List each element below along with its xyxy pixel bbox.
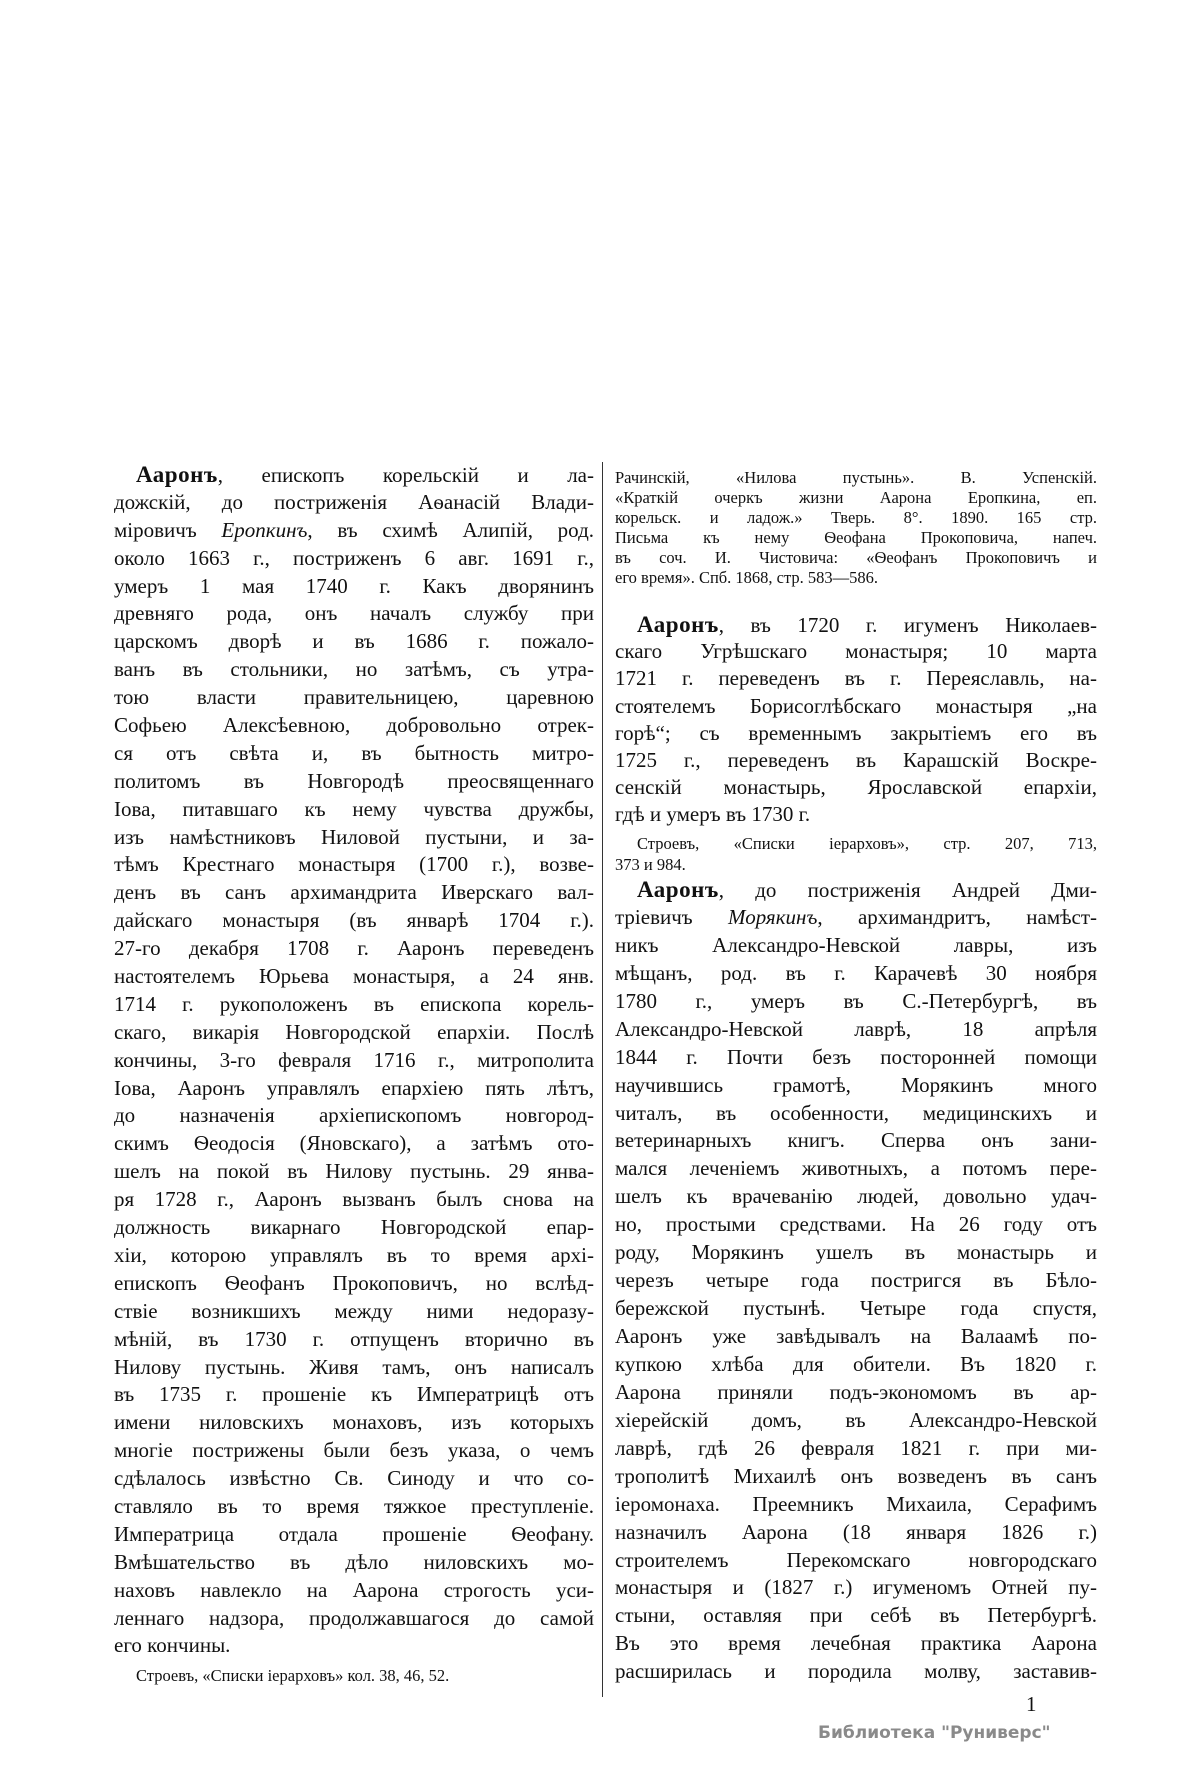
text-line: научившись грамотѣ, Морякинъ много [615, 1072, 1097, 1097]
text-line: ря 1728 г., Ааронъ вызванъ былъ снова на [114, 1187, 594, 1212]
text-line [615, 904, 1097, 932]
article-paragraph [114, 461, 594, 1660]
text-line: никъ Александро-Невской лавры, изъ [615, 932, 1097, 957]
reference-note [114, 1665, 594, 1687]
text-line: Александро-Невской лаврѣ, 18 апрѣля [615, 1016, 1097, 1041]
text-line: іеромонаха. Преемникъ Михаила, Серафимъ [615, 1491, 1097, 1516]
text-line: скимъ Ѳеодосія (Яновскаго), а затѣмъ ото- [114, 1131, 594, 1156]
text-segment: тріевичъ [615, 904, 729, 929]
text-line: въ соч. И. Чистовича: «Ѳеофанъ Прокоповичъ и [615, 548, 1097, 567]
text-line: Императрица отдала прошеніе Ѳеофану. [114, 1521, 594, 1546]
text-line: настоятелемъ Юрьева монастыря, а 24 янв. [114, 964, 594, 989]
text-line: Рачинскій, «Нилова пустынь». В. Успенскій. [615, 468, 1097, 487]
text-line: мѣній, въ 1730 г. отпущенъ вторично въ [114, 1326, 594, 1351]
text-line: но, простыми средствами. На 26 году отъ [615, 1212, 1097, 1237]
reference-note [615, 833, 1097, 875]
text-line: скаго Угрѣшскаго монастыря; 10 марта [615, 639, 1097, 664]
text-line: 1721 г. переведенъ въ г. Переяславль, на- [615, 666, 1097, 691]
text-line: ванъ въ стольники, но затѣмъ, съ утра- [114, 657, 594, 682]
text-line: тѣмъ Крестнаго монастыря (1700 г.), возве- [114, 852, 594, 877]
text-line: ся отъ свѣта и, въ бытность митро- [114, 740, 594, 765]
text-line: многіе пострижены были безъ указа, о чемъ [114, 1438, 594, 1463]
text-line: должность викарнаго Новгородской епар- [114, 1215, 594, 1240]
text-line: мѣщанъ, род. въ г. Карачевѣ 30 ноября [615, 960, 1097, 985]
text-line: гдѣ и умеръ въ 1730 г. [615, 802, 811, 827]
text-line [114, 461, 594, 489]
text-line: черезъ четыре года постригся въ Бѣло- [615, 1268, 1097, 1293]
text-line: ставляло въ то время тяжкое преступленіе. [114, 1493, 594, 1518]
text-line: царскомъ дворѣ и въ 1686 г. пожало- [114, 629, 594, 654]
reference-note [615, 468, 1097, 588]
text-line: денъ въ санъ архимандрита Иверскаго вал- [114, 880, 594, 905]
text-line: наховъ навлекло на Аарона строгость уси- [114, 1577, 594, 1602]
text-line: тою власти правительницею, царевною [114, 685, 594, 710]
text-line [615, 611, 1097, 638]
text-line: епископъ Ѳеофанъ Прокоповичъ, но вслѣд- [114, 1270, 594, 1295]
text-line: горѣ“; съ временнымъ закрытіемъ его въ [615, 720, 1097, 745]
text-line: дожскій, до постриженія Аѳанасій Влади- [114, 489, 594, 514]
text-line: Въ это время лечебная практика Аарона [615, 1631, 1097, 1656]
entry-headword: Ааронъ [136, 462, 218, 487]
text-line: монастыря и (1827 г.) игуменомъ Отней пу- [615, 1575, 1097, 1600]
text-line: около 1663 г., постриженъ 6 авг. 1691 г., [114, 545, 594, 570]
text-line: мался леченіемъ животныхъ, а потомъ пере- [615, 1156, 1097, 1181]
text-line: Строевъ, «Списки іерарховъ», стр. 207, 713, [637, 834, 1097, 853]
text-line: Письма къ нему Ѳеофана Прокоповича, напеч. [615, 528, 1097, 547]
text-line: его время». Спб. 1868, стр. 583—586. [615, 568, 879, 587]
article-paragraph [615, 611, 1097, 829]
entry-headword: Ааронъ [637, 612, 719, 637]
text-line: древняго рода, онъ началъ службу при [114, 601, 594, 626]
text-line: 373 и 984. [615, 855, 686, 874]
text-line: хіи, которою управлялъ въ то время архі- [114, 1242, 594, 1267]
text-line: ветеринарныхъ книгъ. Сперва онъ зани- [615, 1128, 1097, 1153]
text-line: Вмѣшательство въ дѣло ниловскихъ мо- [114, 1549, 594, 1574]
text-line: стыни, оставляя при себѣ въ Петербургѣ. [615, 1603, 1097, 1628]
text-line: сенскій монастырь, Ярославской епархіи, [615, 775, 1097, 800]
text-line: «Краткій очеркъ жизни Аарона Еропкина, еп. [615, 488, 1097, 507]
text-line: ствіе возникшихъ между ними недоразу- [114, 1298, 594, 1323]
text-line: Іова, Ааронъ управлялъ епархіею пять лѣтъ, [114, 1075, 594, 1100]
text-segment: , въ схимѣ Алипій, род. [307, 517, 595, 542]
text-line: имени ниловскихъ монаховъ, изъ которыхъ [114, 1410, 594, 1435]
text-line: бережской пустынѣ. Четыре года спустя, [615, 1296, 1097, 1321]
page-number: 1 [1026, 1692, 1037, 1716]
library-watermark: Библиотека "Руниверс" [818, 1723, 1051, 1743]
text-line: хіерейскій домъ, въ Александро-Невской [615, 1407, 1097, 1432]
text-line [615, 876, 1097, 904]
article-paragraph [615, 876, 1097, 1686]
text-line: читалъ, въ особенности, медицинскихъ и [615, 1100, 1097, 1125]
text-line: купкою хлѣба для обители. Въ 1820 г. [615, 1351, 1097, 1376]
text-line: Аарона приняли подъ-экономомъ въ ар- [615, 1379, 1097, 1404]
text-line: шелъ къ врачеванію людей, довольно удач- [615, 1184, 1097, 1209]
text-line: 1844 г. Почти безъ посторонней помощи [615, 1044, 1097, 1069]
text-line: умеръ 1 мая 1740 г. Какъ дворянинъ [114, 573, 594, 598]
text-line: дайскаго монастыря (въ январѣ 1704 г.). [114, 908, 594, 933]
text-line: Нилову пустынь. Живя тамъ, онъ написалъ [114, 1354, 594, 1379]
text-line: роду, Морякинъ ушелъ въ монастырь и [615, 1240, 1097, 1265]
text-line: шелъ на покой въ Нилову пустынь. 29 янва- [114, 1159, 594, 1184]
text-line: Ааронъ уже завѣдывалъ на Валаамѣ по- [615, 1324, 1097, 1348]
text-line: кончины, 3-го февраля 1716 г., митрополита [114, 1047, 594, 1072]
text-line: политомъ въ Новгородѣ преосвященнаго [114, 768, 594, 793]
text-line: расширилась и породила молву, заставив- [615, 1659, 1097, 1684]
text-line: леннаго надзора, продолжавшагося до самой [114, 1605, 594, 1630]
text-line: изъ намѣстниковъ Ниловой пустыни, и за- [114, 824, 594, 849]
text-segment: міровичъ [114, 517, 222, 542]
text-line [114, 517, 594, 545]
italic-surname: Еропкинъ [221, 517, 308, 542]
text-line: строителемъ Перекомскаго новгородскаго [615, 1547, 1097, 1572]
text-line: Строевъ, «Списки іерарховъ» кол. 38, 46, 52. [136, 1666, 450, 1685]
text-segment: , до постриженія Андрей Дми- [718, 878, 1097, 902]
text-line: корельск. и ладож.» Тверь. 8°. 1890. 165 стр. [615, 508, 1097, 527]
text-line: 1725 г., переведенъ въ Карашскій Воскре- [615, 747, 1097, 772]
italic-surname: Морякинъ [728, 904, 818, 929]
text-line: 1714 г. рукоположенъ въ епископа корель- [114, 991, 594, 1016]
text-segment: , архимандритъ, намѣст- [817, 904, 1097, 929]
text-line: сдѣлалось извѣстно Св. Синоду и что со- [114, 1466, 594, 1491]
text-line: назначилъ Аарона (18 января 1826 г.) [615, 1519, 1097, 1544]
column-divider [602, 462, 603, 1697]
text-line: до назначенія архіепископомъ новгород- [114, 1103, 594, 1128]
text-segment: , въ 1720 г. игуменъ Николаев- [718, 613, 1097, 637]
text-line: трополитѣ Михаилѣ онъ возведенъ въ санъ [615, 1463, 1097, 1488]
text-segment: , епископъ корельскій и ла- [217, 463, 594, 487]
text-line: скаго, викарія Новгородской епархіи. Послѣ [114, 1019, 594, 1044]
text-line: лаврѣ, гдѣ 26 февраля 1821 г. при ми- [615, 1435, 1097, 1460]
text-line: 1780 г., умеръ въ С.-Петербургѣ, въ [615, 988, 1097, 1013]
text-line: Софьею Алексѣевною, добровольно отрек- [114, 713, 594, 738]
entry-headword: Ааронъ [637, 877, 719, 902]
text-line: Іова, питавшаго къ нему чувства дружбы, [114, 796, 594, 821]
text-line: стоятелемъ Борисоглѣбскаго монастыря „на [615, 693, 1097, 718]
text-line: 27-го декабря 1708 г. Ааронъ переведенъ [114, 936, 594, 961]
text-line: въ 1735 г. прошеніе къ Императрицѣ отъ [114, 1382, 594, 1407]
text-line: его кончины. [114, 1633, 231, 1658]
